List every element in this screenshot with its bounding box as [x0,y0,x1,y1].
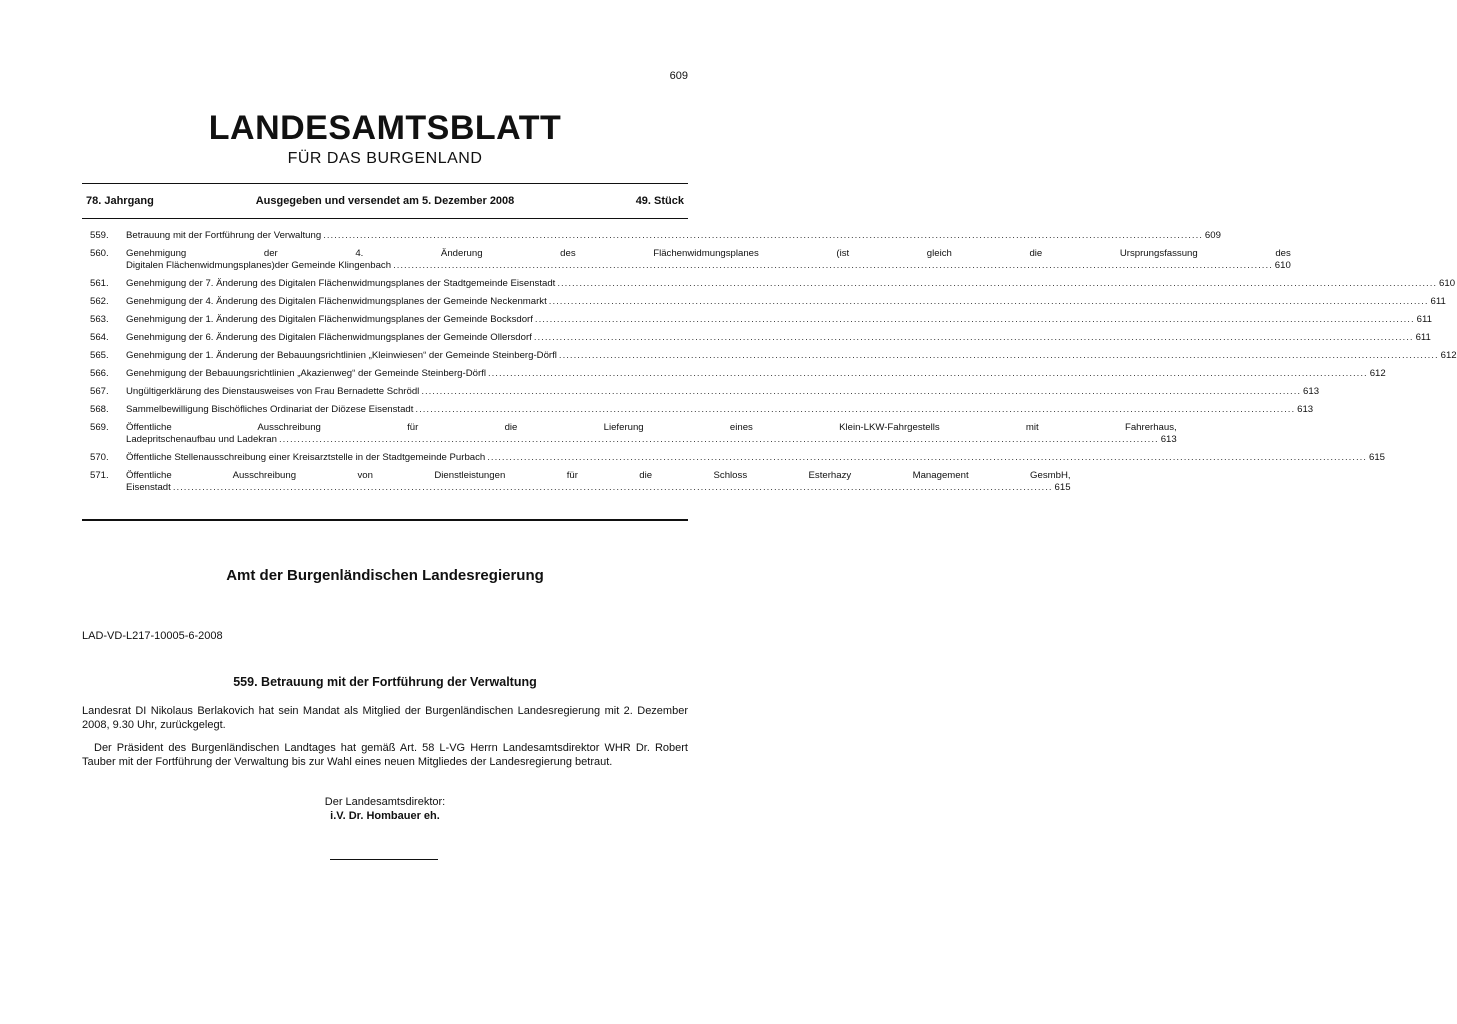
toc-entry-text: Genehmigung der 7. Änderung des Digitalen Flächenwidmungsplanes der Stadtgemeinde Eisenstadt [126,278,556,289]
issue-date: Ausgegeben und versendet am 5. Dezember 2008 [255,195,515,207]
toc-end-rule [82,519,688,521]
toc-dot-leader [415,404,1295,416]
toc-entry-text: Genehmigung der 4. Änderung des Digitalen Flächenwidmungsplanes der Gemeinde Neckenmarkt [126,296,547,307]
toc-entry [82,350,1457,362]
toc-entry-text: Genehmigung der 4. Änderung des Flächenwidmungsplanes (ist gleich die Ursprungsfassung des [126,248,1291,259]
toc-entry [82,278,1456,290]
toc-entry-page: 611 [1416,314,1432,325]
toc-entry-page: 612 [1440,350,1457,361]
toc-entry-number: 569. [90,422,109,433]
toc-entry [82,248,1291,272]
toc-entry-body [126,452,1385,464]
toc-entry-body [126,314,1432,326]
toc-entry-line [126,434,1177,446]
toc-entry-number: 561. [90,278,109,289]
authority-heading: Amt der Burgenländischen Landesregierung [226,567,544,584]
toc-dot-leader [557,278,1437,290]
toc-entry-page: 612 [1369,368,1386,379]
toc-entry-number: 568. [90,404,109,415]
toc-entry-text: Ungültigerklärung des Dienstausweises von Frau Bernadette Schrödl [126,386,420,397]
toc-entry-text: Digitalen Flächenwidmungsplanes)der Gemeinde Klingenbach [126,260,392,271]
toc-dot-leader [323,230,1203,242]
toc-entry-line [126,314,1432,326]
toc-entry-body [126,368,1386,380]
toc-entry-body [126,470,1071,494]
toc-entry-body [126,386,1319,398]
toc-entry [82,404,1314,416]
toc-entry-page: 611 [1415,332,1431,343]
toc-dot-leader [488,368,1368,380]
header-rule-top [82,183,688,184]
issue-line [82,195,688,211]
toc-entry [82,368,1386,380]
toc-entry-number: 564. [90,332,109,343]
toc-entry-page: 610 [1439,278,1456,289]
end-rule [330,859,438,860]
toc-entry-page: 615 [1054,482,1071,493]
toc-entry-text: Eisenstadt [126,482,171,493]
toc-entry-line [126,278,1455,290]
toc-entry-body [126,278,1455,290]
masthead-title: LANDESAMTSBLATT [208,109,562,147]
toc-entry-page: 611 [1430,296,1446,307]
toc-entry-body [126,404,1313,416]
toc-entry-text: Genehmigung der 1. Änderung der Bebauungsrichtlinien „Kleinwiesen“ der Gemeinde Steinberg-Dörfl [126,350,557,361]
toc-entry-text: Genehmigung der Bebauungsrichtlinien „Akazienweg“ der Gemeinde Steinberg-Dörfl [126,368,486,379]
issue-volume: 78. Jahrgang [86,195,154,207]
toc-entry-number: 563. [90,314,109,325]
toc-entry-text: Öffentliche Ausschreibung für die Lieferung eines Klein-LKW-Fahrgestells mit Fahrerhaus, [126,422,1177,433]
toc-entry-number: 559. [90,230,109,241]
toc-entry [82,386,1320,398]
toc-dot-leader [549,296,1429,308]
toc-entry-body [126,248,1291,272]
toc-entry-line [126,452,1385,464]
toc-entry-line [126,368,1386,380]
table-of-contents [82,230,1457,500]
toc-entry [82,452,1385,464]
toc-entry-body [126,350,1457,362]
toc-entry-text: Genehmigung der 6. Änderung des Digitalen Flächenwidmungsplanes der Gemeinde Ollersdorf [126,332,532,343]
toc-entry-number: 566. [90,368,109,379]
toc-entry-page: 613 [1303,386,1320,397]
toc-dot-leader [534,332,1414,344]
toc-entry-page: 610 [1274,260,1291,271]
toc-entry-line [126,260,1291,272]
toc-dot-leader [421,386,1301,398]
toc-entry [82,422,1177,446]
toc-entry-number: 570. [90,452,109,463]
toc-entry-text: Öffentliche Stellenausschreibung einer Kreisarztstelle in der Stadtgemeinde Purbach [126,452,486,463]
paragraph: Landesrat DI Nikolaus Berlakovich hat sein Mandat als Mitglied der Burgenländischen Landesregierung mit 2. Dezember 2008, 9.30 Uhr, zurückgelegt. [82,705,688,731]
toc-entry-text: Genehmigung der 1. Änderung des Digitalen Flächenwidmungsplanes der Gemeinde Bocksdorf [126,314,533,325]
issue-number: 49. Stück [635,195,684,207]
toc-entry-line [126,386,1319,398]
toc-dot-leader [173,482,1053,494]
reference-number: LAD-VD-L217-10005-6-2008 [82,630,223,642]
toc-entry [82,332,1431,344]
section-title: 559. Betrauung mit der Fortführung der Verwaltung [233,675,537,689]
toc-dot-leader [535,314,1415,326]
paragraph: Der Präsident des Burgenländischen Landtages hat gemäß Art. 58 L-VG Herrn Landesamtsdirektor WHR Dr. Robert Tauber mit der Fortführung der Verwaltung bis zur Wahl eines neuen Mitgliedes der Landesregierung betraut. [82,742,688,768]
toc-entry-page: 613 [1297,404,1314,415]
toc-dot-leader [559,350,1439,362]
toc-entry-text: Öffentliche Ausschreibung von Dienstleistungen für die Schloss Esterhazy Management GesmbH, [126,470,1071,481]
toc-entry-text: Ladepritschenaufbau und Ladekran [126,434,277,445]
toc-entry [82,314,1432,326]
toc-entry-number: 567. [90,386,109,397]
toc-entry-line [126,350,1457,362]
toc-entry-body [126,332,1431,344]
toc-entry-text: Sammelbewilligung Bischöfliches Ordinariat der Diözese Eisenstadt [126,404,414,415]
toc-entry-number: 562. [90,296,109,307]
toc-entry-line [126,296,1446,308]
toc-dot-leader [487,452,1367,464]
toc-entry-number: 571. [90,470,109,481]
toc-entry-number: 560. [90,248,109,259]
toc-entry-page: 615 [1368,452,1385,463]
toc-entry-line [126,230,1221,242]
toc-entry [82,230,1221,242]
toc-dot-leader [279,434,1159,446]
signature-role: Der Landesamtsdirektor: [324,796,446,808]
toc-entry-text: Betrauung mit der Fortführung der Verwaltung [126,230,322,241]
toc-entry-page: 613 [1160,434,1177,445]
toc-entry-page: 609 [1204,230,1221,241]
toc-entry-line [126,332,1431,344]
toc-entry-line [126,404,1313,416]
toc-entry-body [126,230,1221,242]
toc-dot-leader [393,260,1273,272]
toc-entry-line [126,482,1071,494]
toc-entry-body [126,422,1177,446]
masthead-subtitle: FÜR DAS BURGENLAND [287,150,483,167]
toc-entry [82,470,1071,494]
page-number: 609 [669,70,688,82]
signature-name: i.V. Dr. Hombauer eh. [330,810,440,822]
toc-entry-body [126,296,1446,308]
toc-entry [82,296,1446,308]
toc-entry-number: 565. [90,350,109,361]
header-rule-bottom [82,218,688,219]
